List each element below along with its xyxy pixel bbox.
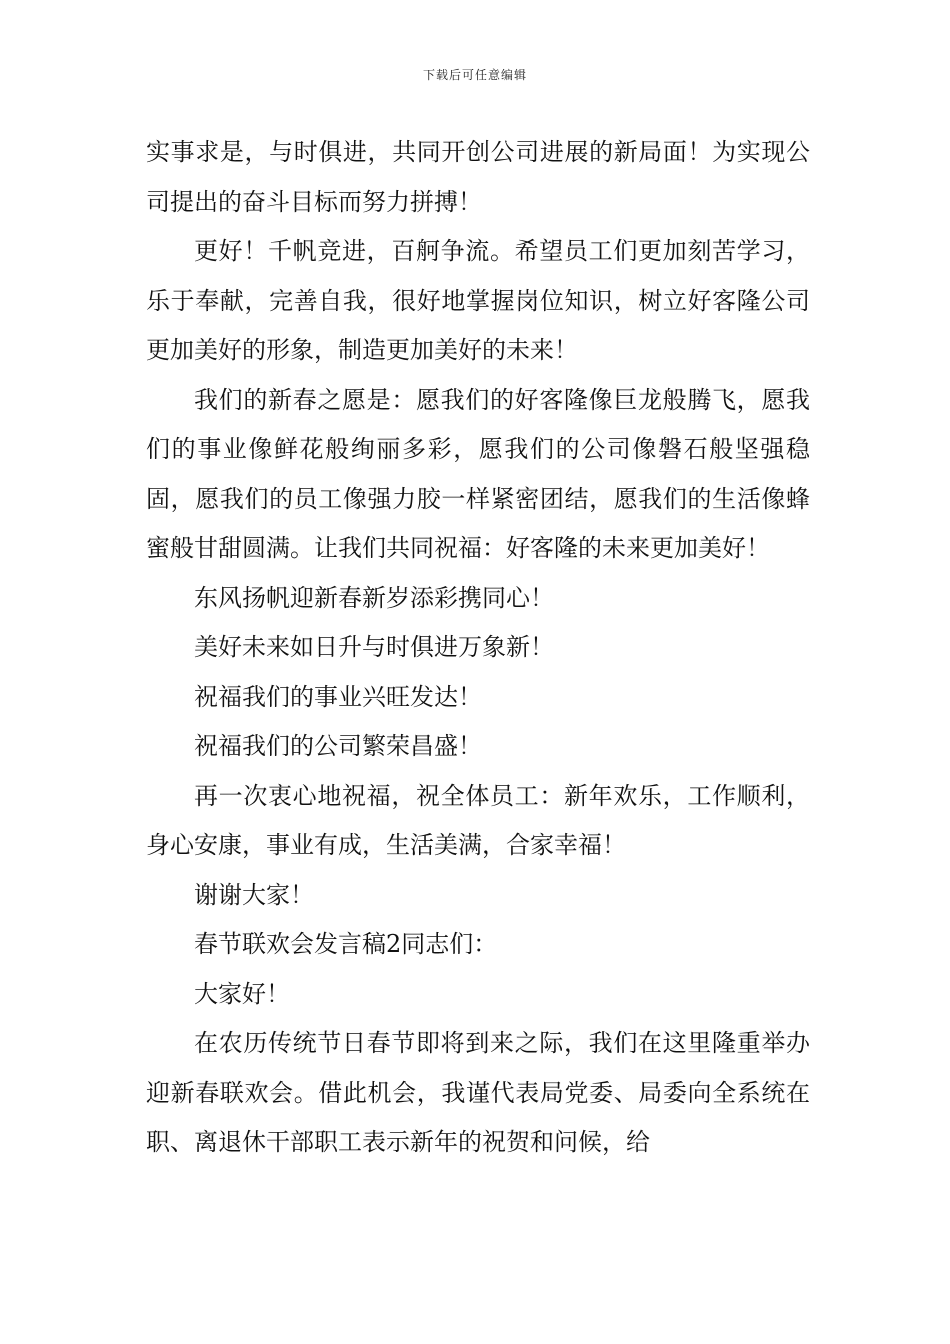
paragraph: 祝福我们的事业兴旺发达！ [194,682,482,711]
paragraph: 祝福我们的公司繁荣昌盛！ [194,732,482,760]
paragraph: 再一次衷心地祝福，祝全体员工：新年欢乐，工作顺利，身心安康，事业有成，生活美满，合家幸福！ [146,781,810,859]
paragraph: 实事求是，与时俱进，共同开创公司进展的新局面！为实现公司提出的奋斗目标而努力拼搏！ [146,138,810,216]
paragraph: 东风扬帆迎新春新岁添彩携同心！ [194,583,554,612]
paragraph: 在农历传统节日春节即将到来之际，我们在这里隆重举办迎新春联欢会。借此机会，我谨代表局党委、局委向全系统在职、离退休干部职工表示新年的祝贺和问候，给 [146,1029,810,1156]
document-body [146,128,810,1168]
paragraph: 春节联欢会发言稿2同志们： [194,930,498,958]
paragraph: 更好！千帆竞进，百舸争流。希望员工们更加刻苦学习，乐于奉献，完善自我，很好地掌握岗位知识，树立好客隆公司更加美好的形象，制造更加美好的未来！ [146,237,810,364]
paragraph: 大家好！ [194,979,290,1008]
paragraph: 我们的新春之愿是：愿我们的好客隆像巨龙般腾飞，愿我们的事业像鲜花般绚丽多彩，愿我们的公司像磐石般坚强稳固，愿我们的员工像强力胶一样紧密团结，愿我们的生活像蜂蜜般甘甜圆满。让我们共同祝福：好客隆的未来更加美好！ [146,385,810,562]
header-note: 下载后可任意编辑 [422,68,527,82]
paragraph: 美好未来如日升与时俱进万象新！ [194,633,554,661]
paragraph: 谢谢大家！ [194,880,314,909]
